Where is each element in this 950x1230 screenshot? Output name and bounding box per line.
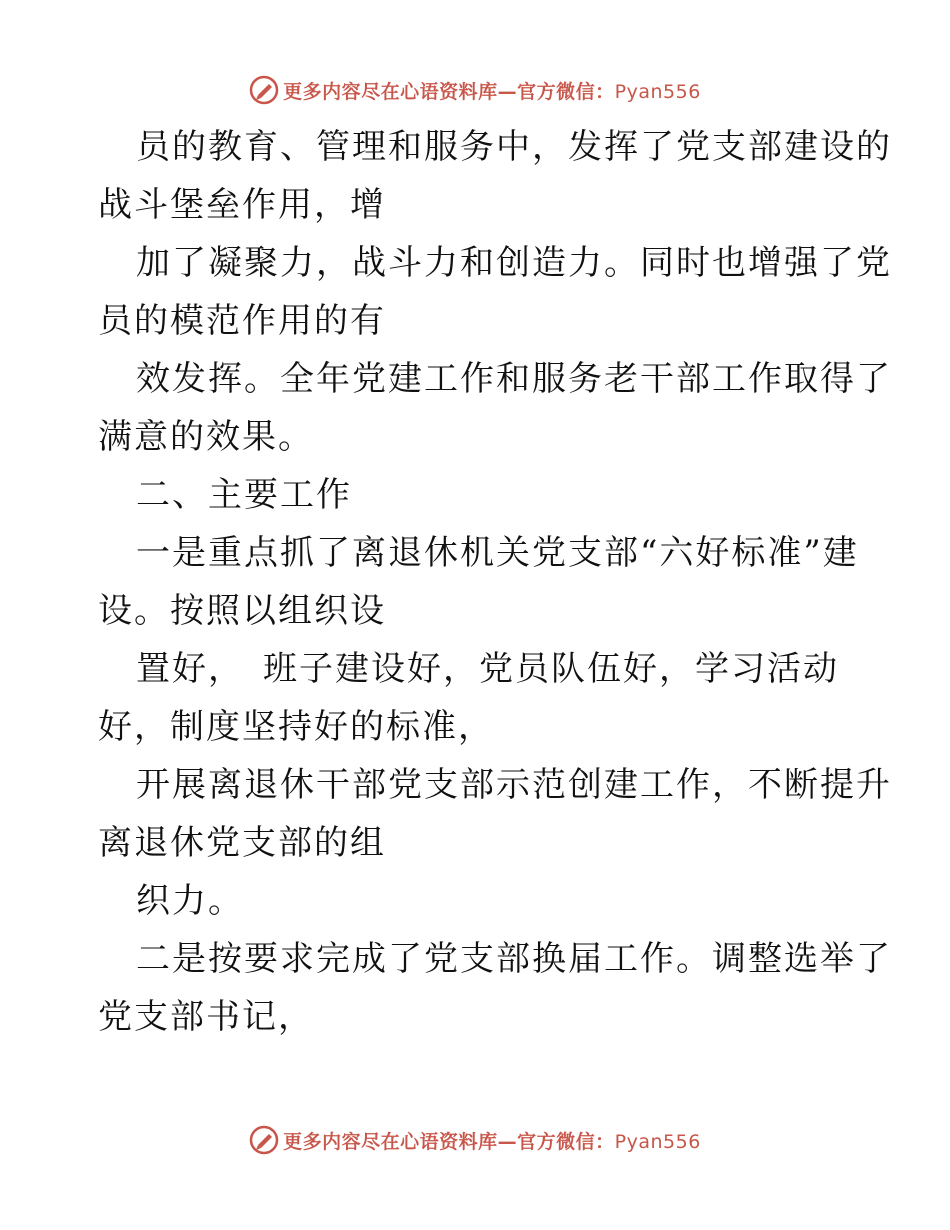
text-line: 战斗堡垒作用，增 — [98, 185, 386, 225]
brand-logo-icon — [249, 1125, 279, 1155]
text-line: 员的模范作用的有 — [98, 301, 386, 341]
text-line: 织力。 — [136, 881, 244, 921]
text-line: 加了凝聚力，战斗力和创造力。同时也增强了党 — [136, 243, 892, 283]
text-line: 置好， 班子建设好，党员队伍好，学习活动 — [136, 649, 839, 689]
text-line: 效发挥。全年党建工作和服务老干部工作取得了 — [136, 359, 892, 399]
text-line: 一是重点抓了离退休机关党支部“六好标准”建 — [136, 533, 859, 573]
text-line: 员的教育、管理和服务中，发挥了党支部建设的 — [136, 127, 892, 167]
watermark-text: 更多内容尽在心语资料库—官方微信：Pyan556 — [283, 80, 701, 103]
text-line: 好，制度坚持好的标准， — [98, 707, 494, 747]
text-line: 设。按照以组织设 — [98, 591, 386, 631]
section-heading: 二、主要工作 — [136, 475, 352, 515]
document-body — [98, 118, 892, 1046]
text-line: 开展离退休干部党支部示范创建工作，不断提升 — [136, 765, 892, 805]
text-line: 离退休党支部的组 — [98, 823, 386, 863]
text-line: 二是按要求完成了党支部换届工作。调整选举了 — [136, 939, 892, 979]
brand-logo-icon — [249, 75, 279, 105]
watermark-text: 更多内容尽在心语资料库—官方微信：Pyan556 — [283, 1130, 701, 1153]
header-watermark — [0, 70, 950, 110]
text-line: 满意的效果。 — [98, 417, 314, 457]
text-line: 党支部书记， — [98, 997, 314, 1037]
footer-watermark — [0, 1120, 950, 1160]
